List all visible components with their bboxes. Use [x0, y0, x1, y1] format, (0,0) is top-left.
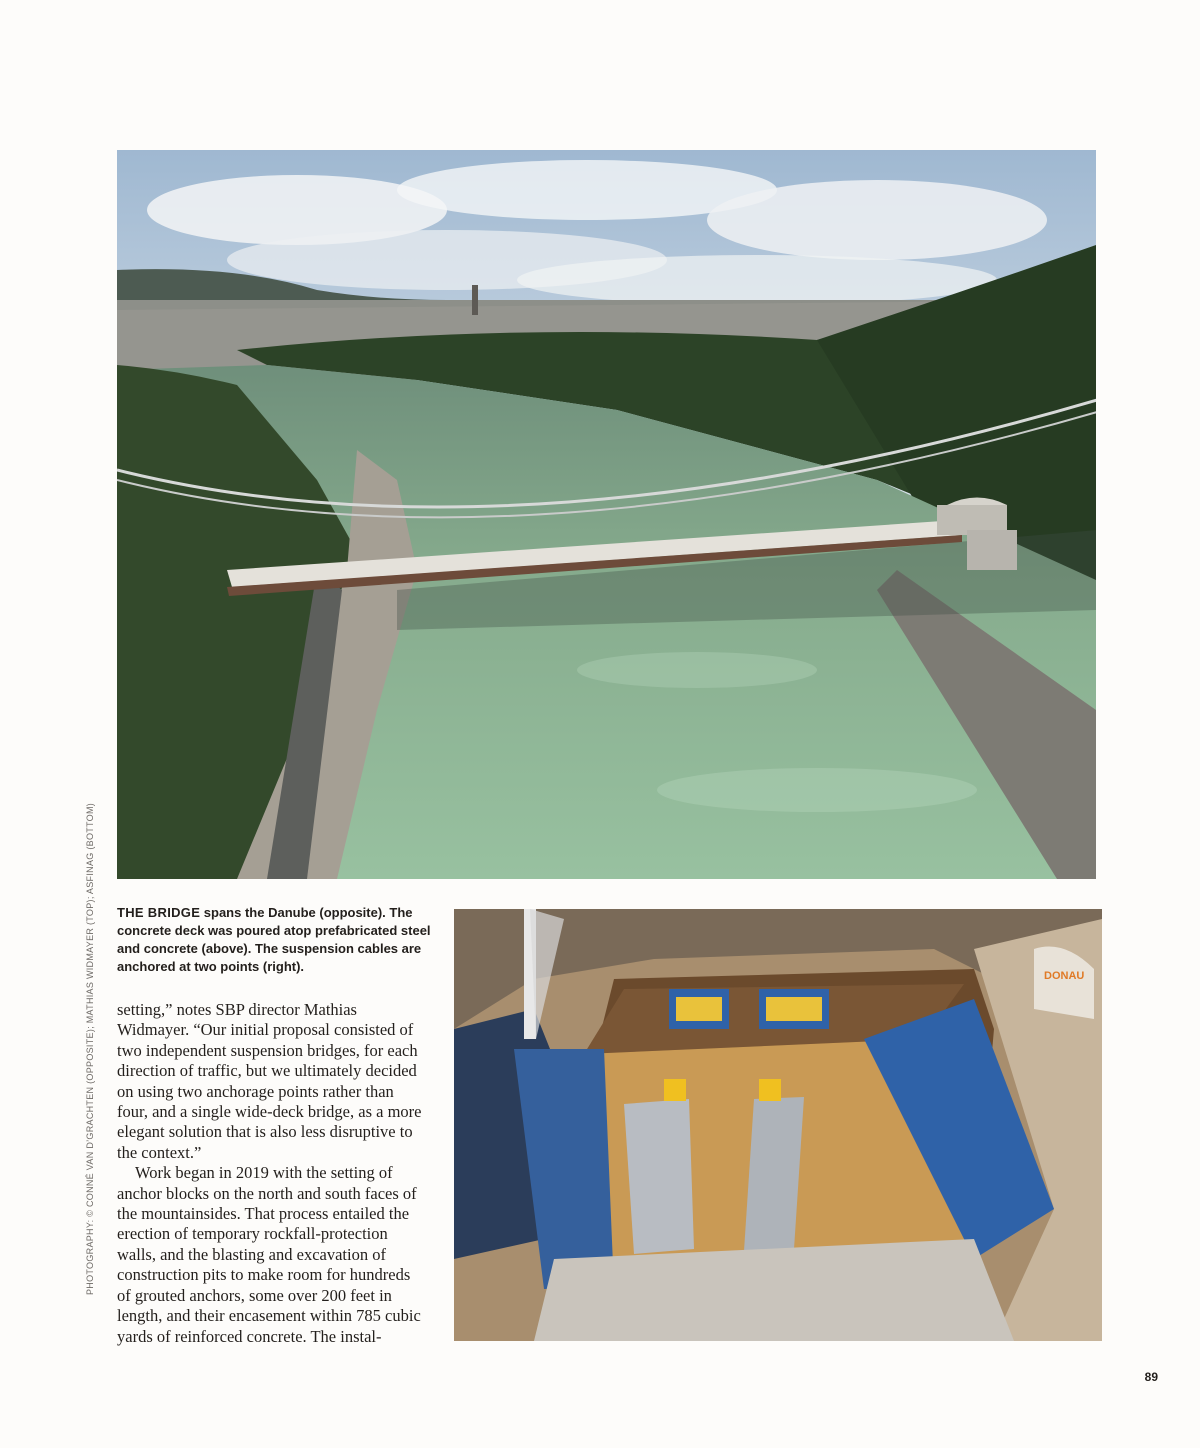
- photo-caption: [117, 904, 437, 976]
- article-body: [117, 1000, 427, 1347]
- body-paragraph-2: Work began in 2019 with the setting of anchor blocks on the north and south faces of the mountainsides. That process entailed the erection of temporary rockfall-protection walls, and the blasting and excavation of construction pits to make room for hundreds of grouted anchors, some over 200 feet in length, and their encasement within 785 cubic yards of reinforced concrete. The instal-: [117, 1163, 421, 1346]
- bridge-aerial-photo: [117, 150, 1096, 879]
- caption-text: spans the Danube (opposite). The concrete deck was poured atop prefabricated steel and concrete (above). The suspension cables are anchored at two points (right).: [117, 905, 431, 974]
- photo-credit: PHOTOGRAPHY: © CONNÉ VAN D’GRACHTEN (OPPOSITE); MATHIAS WIDMAYER (TOP); ASFINAG (BOTTOM): [85, 802, 95, 1295]
- body-paragraph-1: setting,” notes SBP director Mathias Widmayer. “Our initial proposal consisted of two independent suspension bridges, for each direction of traffic, but we ultimately decided on using two anchorage points rather than four, and a single wide-deck bridge, as a more elegant solution that is also less disruptive to the context.”: [117, 1000, 422, 1162]
- donau-sign-text: DONAU: [1044, 970, 1085, 982]
- bridge-aerial-image: [117, 150, 1096, 879]
- caption-lead: THE BRIDGE: [117, 905, 201, 920]
- anchor-block-image: [454, 909, 1102, 1341]
- page-number: 89: [1144, 1370, 1158, 1384]
- anchor-block-photo: [454, 909, 1102, 1341]
